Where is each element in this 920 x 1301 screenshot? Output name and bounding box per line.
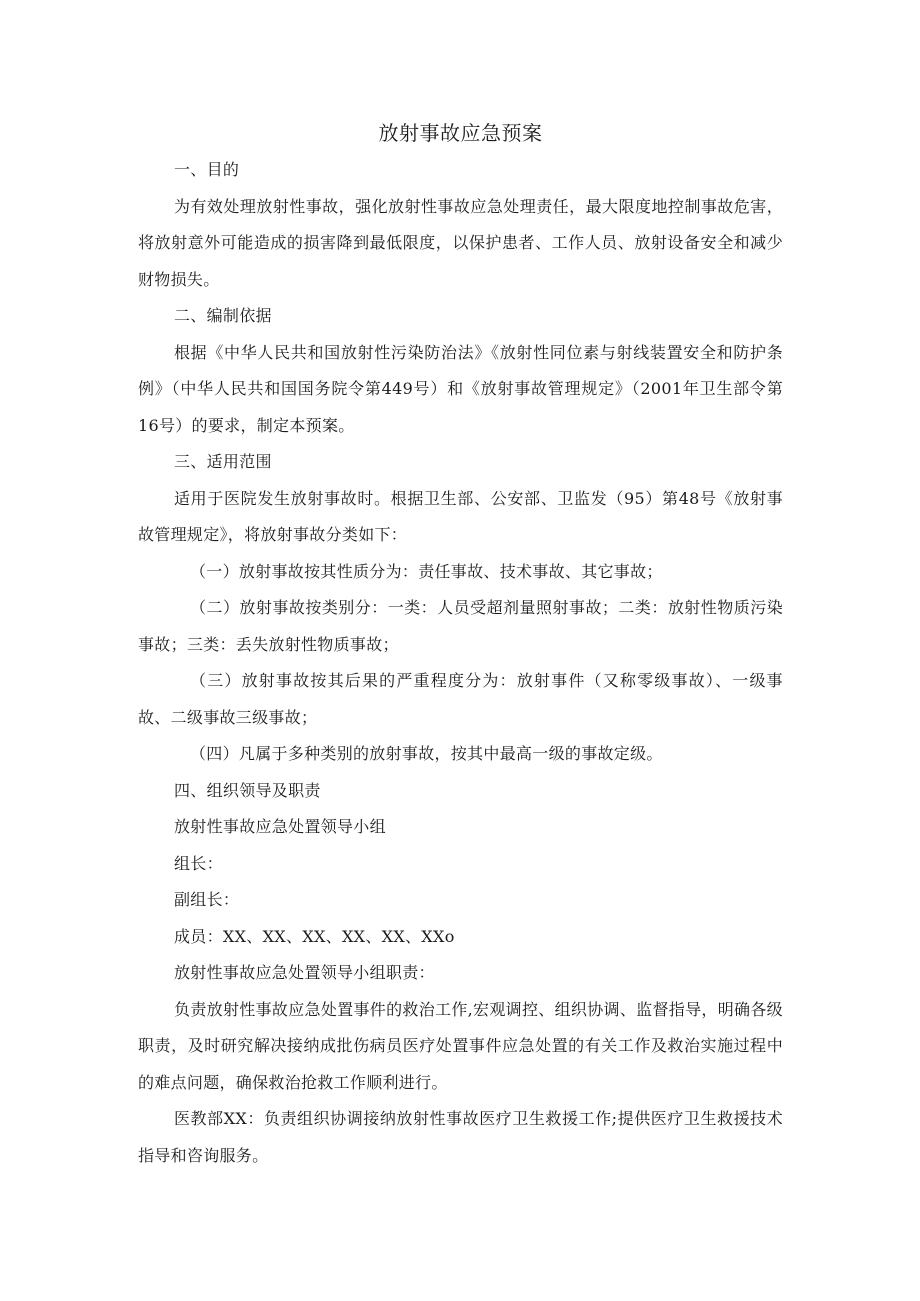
paragraph-members: 成员：XX、XX、XX、XX、XX、XXo <box>174 926 455 946</box>
scope-item-1: （一）放射事故按其性质分为：责任事故、技术事故、其它事故； <box>190 561 663 581</box>
paragraph-group-leader: 组长： <box>174 853 223 873</box>
paragraph-group-duties: 负责放射性事故应急处置事件的救治工作,宏观调控、组织协调、监督指导，明确各级职责，及时研究解决接纳成批伤病员医疗处置事件应急处置的有关工作及救治实施过程中的难点问题，确保救治抢救工作顺利进行。 <box>138 999 783 1092</box>
paragraph-scope: 适用于医院发生放射事故时。根据卫生部、公安部、卫监发（95）第48号《放射事故管理规定》，将放射事故分类如下： <box>138 488 783 544</box>
section-heading-organization: 四、组织领导及职责 <box>174 780 321 800</box>
document-page <box>138 118 783 1174</box>
scope-item-4: （四）凡属于多种类别的放射事故，按其中最高一级的事故定级。 <box>190 744 663 763</box>
section-heading-scope: 三、适用范围 <box>174 452 272 471</box>
scope-item-2: （二）放射事故按类别分：一类：人员受超剂量照射事故；二类：放射性物质污染事故；三类：丢失放射性物质事故； <box>138 598 783 654</box>
scope-item-3: （三）放射事故按其后果的严重程度分为：放射事件（又称零级事故）、一级事故、二级事故三级事故； <box>138 671 783 727</box>
section-heading-purpose: 一、目的 <box>174 160 240 179</box>
paragraph-group-duties-label: 放射性事故应急处置领导小组职责： <box>174 963 435 982</box>
paragraph-medical-dept: 医教部XX：负责组织协调接纳放射性事故医疗卫生救援工作;提供医疗卫生救援技术指导和咨询服务。 <box>138 1109 783 1165</box>
paragraph-group-name: 放射性事故应急处置领导小组 <box>174 817 386 836</box>
paragraph-basis: 根据《中华人民共和国放射性污染防治法》《放射性同位素与射线装置安全和防护条例》（中华人民共和国国务院令第449号）和《放射事故管理规定》（2001年卫生部令第16号）的要求，制定本预案。 <box>138 342 783 435</box>
document-title: 放射事故应急预案 <box>378 121 543 145</box>
paragraph-purpose: 为有效处理放射性事故，强化放射性事故应急处理责任，最大限度地控制事故危害，将放射意外可能造成的损害降到最低限度，以保护患者、工作人员、放射设备安全和减少财物损失。 <box>138 196 783 289</box>
paragraph-deputy-leader: 副组长： <box>174 890 240 909</box>
section-heading-basis: 二、编制依据 <box>174 306 272 325</box>
